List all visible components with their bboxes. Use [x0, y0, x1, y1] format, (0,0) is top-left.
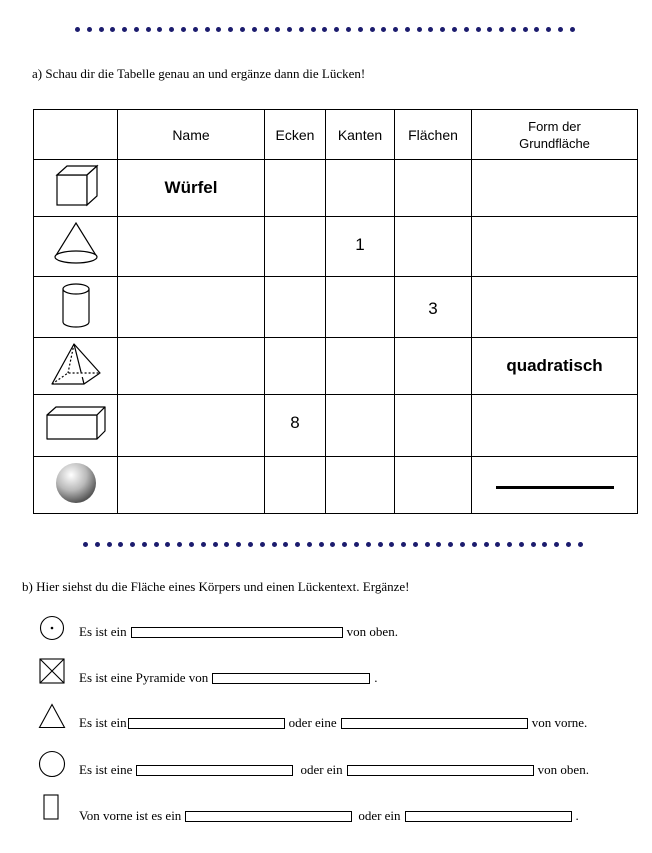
dot	[448, 542, 453, 547]
dot	[252, 27, 257, 32]
cell-ecken[interactable]: 8	[265, 395, 326, 457]
shape-cell	[34, 160, 118, 217]
exercise-text: Es ist ein	[79, 624, 127, 639]
dot	[130, 542, 135, 547]
dot	[181, 27, 186, 32]
cell-form[interactable]	[472, 160, 638, 217]
dot	[389, 542, 394, 547]
dot	[272, 542, 277, 547]
dot	[157, 27, 162, 32]
answer-blank[interactable]	[212, 673, 370, 684]
cube-icon	[51, 161, 101, 211]
dot	[366, 542, 371, 547]
dot	[507, 542, 512, 547]
dot	[95, 542, 100, 547]
exercise-text: Es ist eine Pyramide von	[79, 670, 209, 685]
answer-blank[interactable]	[341, 718, 528, 729]
cell-ecken[interactable]	[265, 457, 326, 514]
dot	[299, 27, 304, 32]
cell-kanten[interactable]	[326, 395, 395, 457]
dot	[487, 27, 492, 32]
dot	[260, 542, 265, 547]
cell-kanten[interactable]	[326, 338, 395, 395]
cell-name[interactable]	[118, 338, 265, 395]
cell-flaechen[interactable]	[395, 457, 472, 514]
cell-name[interactable]	[118, 217, 265, 277]
dot	[177, 542, 182, 547]
dot	[566, 542, 571, 547]
dot	[334, 27, 339, 32]
cell-name[interactable]	[118, 395, 265, 457]
dot	[319, 542, 324, 547]
dash-line	[496, 486, 614, 489]
dot	[554, 542, 559, 547]
dot	[436, 542, 441, 547]
dot	[460, 542, 465, 547]
dot	[122, 27, 127, 32]
dot	[224, 542, 229, 547]
dot	[358, 27, 363, 32]
cylinder-icon	[56, 280, 96, 330]
dot	[381, 27, 386, 32]
dot	[531, 542, 536, 547]
dot	[307, 542, 312, 547]
table-row-sphere	[34, 457, 638, 514]
dot	[472, 542, 477, 547]
cell-flaechen[interactable]	[395, 160, 472, 217]
dot	[99, 27, 104, 32]
dot	[83, 542, 88, 547]
solids-table	[33, 109, 638, 514]
header-name: Name	[118, 110, 265, 160]
dot	[342, 542, 347, 547]
header-form: Form der Grundfläche	[472, 110, 638, 160]
cell-kanten[interactable]	[326, 277, 395, 338]
dot	[75, 27, 80, 32]
exercise-text: Es ist ein	[79, 715, 127, 730]
table-row-cone	[34, 217, 638, 277]
pyramid-icon	[48, 339, 104, 389]
cuboid-icon	[44, 403, 108, 443]
header-ecken: Ecken	[265, 110, 326, 160]
cell-name[interactable]: Würfel	[118, 160, 265, 217]
header-flaechen: Flächen	[395, 110, 472, 160]
dot	[264, 27, 269, 32]
dot	[142, 542, 147, 547]
dot	[405, 27, 410, 32]
dot	[440, 27, 445, 32]
rectangle-icon	[43, 794, 59, 820]
cell-name[interactable]	[118, 457, 265, 514]
exercise-text: von oben.	[537, 762, 589, 777]
dot	[134, 27, 139, 32]
cell-flaechen[interactable]	[395, 217, 472, 277]
shape-cell	[34, 395, 118, 457]
dot	[519, 542, 524, 547]
shape-cell	[34, 217, 118, 277]
exercise-3	[79, 712, 587, 734]
cell-name[interactable]	[118, 277, 265, 338]
exercise-text: von vorne.	[531, 715, 588, 730]
cell-form[interactable]	[472, 217, 638, 277]
dot	[464, 27, 469, 32]
dot	[87, 27, 92, 32]
answer-blank[interactable]	[136, 765, 293, 776]
cell-ecken[interactable]	[265, 338, 326, 395]
cone-icon	[50, 219, 102, 269]
instruction-a: a) Schau dir die Tabelle genau an und ergänze dann die Lücken!	[32, 66, 366, 81]
cell-kanten[interactable]	[326, 457, 395, 514]
square-cross-icon	[39, 658, 65, 684]
cell-flaechen[interactable]	[395, 338, 472, 395]
dot	[558, 27, 563, 32]
shape-cell	[34, 457, 118, 514]
exercise-4	[79, 759, 589, 781]
dot	[205, 27, 210, 32]
table-header-row	[34, 110, 638, 160]
dot	[452, 27, 457, 32]
cell-form-dash	[472, 457, 638, 514]
dot	[165, 542, 170, 547]
dot	[146, 27, 151, 32]
dot	[495, 542, 500, 547]
dot	[295, 542, 300, 547]
cell-form[interactable]: quadratisch	[472, 338, 638, 395]
circle-dot-icon	[39, 615, 65, 641]
dot	[354, 542, 359, 547]
dot	[542, 542, 547, 547]
dot	[578, 542, 583, 547]
dot	[322, 27, 327, 32]
exercise-2	[79, 667, 378, 689]
dot	[240, 27, 245, 32]
exercise-text: von oben.	[346, 624, 398, 639]
circle-icon	[38, 750, 66, 778]
dot	[228, 27, 233, 32]
dot	[216, 27, 221, 32]
table-row-pyramid	[34, 338, 638, 395]
cell-form[interactable]	[472, 395, 638, 457]
dotted-separator-top	[75, 25, 575, 33]
exercise-text: oder ein	[358, 808, 401, 823]
exercise-text: .	[575, 808, 579, 823]
dot	[417, 27, 422, 32]
answer-blank[interactable]	[405, 811, 572, 822]
answer-blank[interactable]	[128, 718, 285, 729]
dot	[275, 27, 280, 32]
cell-kanten[interactable]: 1	[326, 217, 395, 277]
dot	[428, 27, 433, 32]
dot	[499, 27, 504, 32]
dot	[154, 542, 159, 547]
dot	[311, 27, 316, 32]
dot	[511, 27, 516, 32]
cell-flaechen[interactable]	[395, 395, 472, 457]
dot	[534, 27, 539, 32]
dot	[193, 27, 198, 32]
cell-ecken[interactable]	[265, 217, 326, 277]
dot	[118, 542, 123, 547]
exercise-text: Es ist eine	[79, 762, 133, 777]
dot	[107, 542, 112, 547]
instruction-b: b) Hier siehst du die Fläche eines Körpers und einen Lückentext. Ergänze!	[22, 579, 410, 594]
dot	[201, 542, 206, 547]
exercise-5	[79, 805, 579, 827]
dot	[413, 542, 418, 547]
shape-cell	[34, 338, 118, 395]
dot	[393, 27, 398, 32]
cell-ecken[interactable]	[265, 277, 326, 338]
dot	[425, 542, 430, 547]
dot	[523, 27, 528, 32]
dot	[570, 27, 575, 32]
cell-kanten[interactable]	[326, 160, 395, 217]
dotted-separator-middle	[83, 540, 583, 548]
cell-ecken[interactable]	[265, 160, 326, 217]
dot	[169, 27, 174, 32]
dot	[546, 27, 551, 32]
dot	[370, 27, 375, 32]
dot	[484, 542, 489, 547]
header-empty	[34, 110, 118, 160]
dot	[110, 27, 115, 32]
table-row-cuboid	[34, 395, 638, 457]
exercise-text: .	[374, 670, 378, 685]
exercise-text: oder eine	[288, 715, 337, 730]
answer-blank[interactable]	[185, 811, 352, 822]
dot	[378, 542, 383, 547]
table-row-cylinder	[34, 277, 638, 338]
dot	[330, 542, 335, 547]
shape-cell	[34, 277, 118, 338]
header-kanten: Kanten	[326, 110, 395, 160]
exercise-1	[79, 621, 398, 643]
answer-blank[interactable]	[347, 765, 534, 776]
table-row-cube	[34, 160, 638, 217]
exercise-text: oder ein	[300, 762, 343, 777]
dot	[346, 27, 351, 32]
dot	[401, 542, 406, 547]
cell-form[interactable]	[472, 277, 638, 338]
dot	[248, 542, 253, 547]
exercise-text: Von vorne ist es ein	[79, 808, 182, 823]
dot	[236, 542, 241, 547]
dot	[189, 542, 194, 547]
triangle-icon	[38, 703, 66, 729]
dot	[283, 542, 288, 547]
cell-flaechen[interactable]: 3	[395, 277, 472, 338]
dot	[287, 27, 292, 32]
dot	[476, 27, 481, 32]
answer-blank[interactable]	[131, 627, 343, 638]
sphere-icon	[53, 460, 99, 506]
dot	[213, 542, 218, 547]
